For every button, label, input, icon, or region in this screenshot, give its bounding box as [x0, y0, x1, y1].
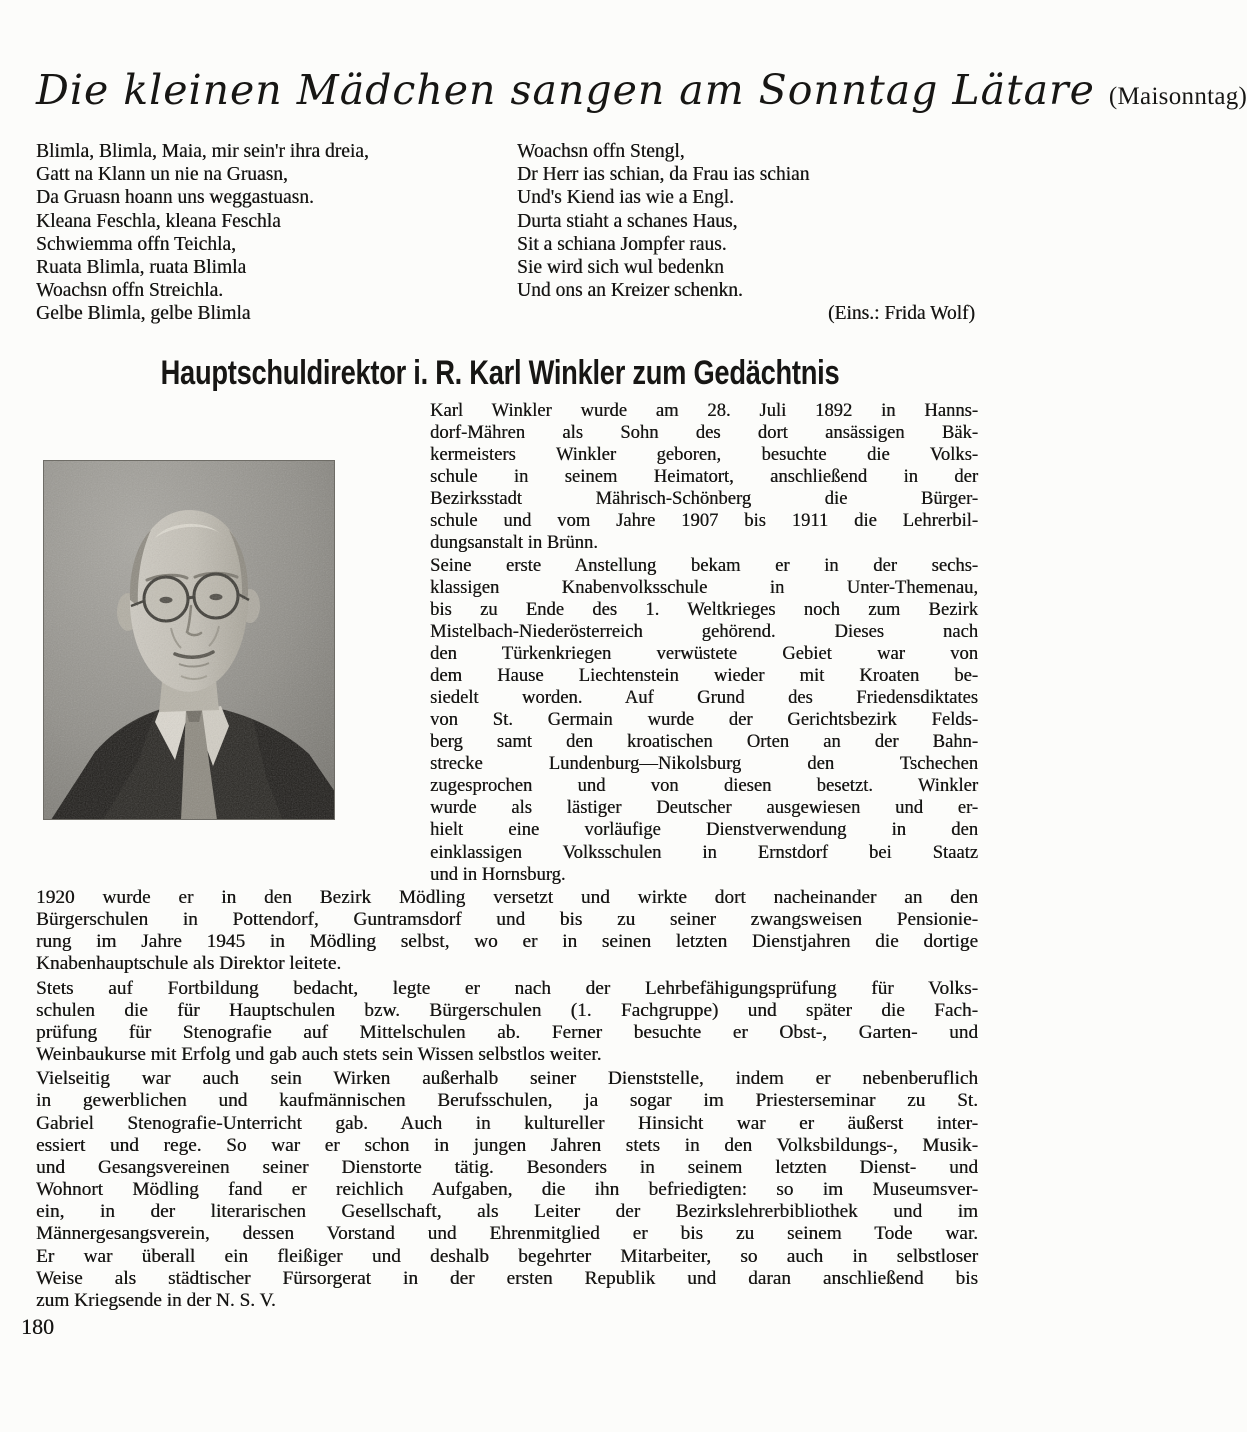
- body-text-line: zum Kriegsende in der N. S. V.: [36, 1289, 276, 1311]
- body-text-line: 1920 wurde er in den Bezirk Mödling versetzt und wirkte dort nacheinander an den: [36, 887, 978, 908]
- body-text-line: Gabriel Stenografie-Unterricht gab. Auch in kultureller Hinsicht war er äußerst inter-: [36, 1112, 978, 1134]
- body-text-line: Bezirksstadt Mährisch-Schönberg die Bürger-: [430, 488, 978, 510]
- body-text-line: dungsanstalt in Brünn.: [430, 532, 598, 554]
- body-text-line: prüfung für Stenografie auf Mittelschulen ab. Ferner besuchte er Obst-, Garten- und: [36, 1021, 978, 1043]
- body-text-line: schule in seinem Heimatort, anschließend in der: [430, 466, 978, 488]
- body-text-line: ein, in der literarischen Gesellschaft, als Leiter der Bezirkslehrerbibliothek und im: [36, 1201, 978, 1223]
- body-text-line: zugesprochen und von diesen besetzt. Winkler: [430, 775, 978, 797]
- body-text-line: Stets auf Fortbildung bedacht, legte er nach der Lehrbefähigungsprüfung für Volks-: [36, 977, 978, 999]
- body-text-line: schule und vom Jahre 1907 bis 1911 die Lehrerbil-: [430, 510, 978, 532]
- poem-line: Und's Kiend ias wie a Engl.: [517, 187, 734, 209]
- poem-line: Sie wird sich wul bedenkn: [517, 257, 724, 279]
- body-text-line: Wohnort Mödling fand er reichlich Aufgaben, die ihn befriedigten: so im Museumsver-: [36, 1179, 978, 1201]
- poem-line: Ruata Blimla, ruata Blimla: [36, 257, 247, 279]
- body-text-line: Weinbaukurse mit Erfolg und gab auch stets sein Wissen selbstlos weiter.: [36, 1044, 602, 1066]
- poem-title-annotation: (Maisonntag): [1108, 83, 1247, 110]
- body-text-line: bis zu Ende des 1. Weltkrieges noch zum Bezirk: [430, 598, 978, 620]
- body-text-line: wurde als lästiger Deutscher ausgewiesen und er-: [430, 797, 978, 819]
- body-text-line: schulen die für Hauptschulen bzw. Bürgerschulen (1. Fachgruppe) und später die Fach-: [36, 999, 978, 1021]
- body-text-line: Seine erste Anstellung bekam er in der sechs-: [430, 554, 978, 576]
- body-text-line: dem Hause Liechtenstein wieder mit Kroaten be-: [430, 664, 978, 686]
- body-text-line: Vielseitig war auch sein Wirken außerhalb seiner Dienststelle, indem er nebenberuflich: [36, 1068, 978, 1090]
- body-text-line: berg samt den kroatischen Orten an der Bahn-: [430, 731, 978, 753]
- body-text-line: essiert und rege. So war er schon in jungen Jahren stets in den Volksbildungs-, Musik-: [36, 1134, 978, 1156]
- poem-line: Und ons an Kreizer schenkn.: [517, 280, 743, 302]
- body-text-line: und in Hornsburg.: [430, 863, 566, 885]
- poem-line: Kleana Feschla, kleana Feschla: [36, 210, 281, 232]
- body-text-line: strecke Lundenburg—Nikolsburg den Tschechen: [430, 753, 978, 775]
- poem-line: Dr Herr ias schian, da Frau ias schian: [517, 164, 810, 186]
- poem-line: Gatt na Klann un nie na Gruasn,: [36, 164, 288, 186]
- portrait-photo: [43, 460, 335, 820]
- poem-column-left: [36, 140, 504, 326]
- page-number: 180: [21, 1314, 54, 1339]
- body-text-line: Knabenhauptschule als Direktor leitete.: [36, 953, 342, 975]
- portrait-photo-image: [43, 460, 335, 820]
- body-text-line: von St. Germain wurde der Gerichtsbezirk Felds-: [430, 709, 978, 731]
- article-headline: Hauptschuldirektor i. R. Karl Winkler zum Gedächtnis: [160, 353, 840, 392]
- body-text-line: Mistelbach-Niederösterreich gehörend. Dieses nach: [430, 620, 978, 642]
- body-text-line: Er war überall ein fleißiger und deshalb begehrter Mitarbeiter, so auch in selbstloser: [36, 1245, 978, 1267]
- poem-line: Woachsn offn Streichla.: [36, 280, 224, 302]
- body-text-line: klassigen Knabenvolksschule in Unter-Themenau,: [430, 576, 978, 598]
- body-text-line: kermeisters Winkler geboren, besuchte die Volks-: [430, 444, 978, 466]
- poem-line: Da Gruasn hoann uns weggastuasn.: [36, 187, 314, 209]
- body-text-line: und Gesangsvereinen seiner Dienstorte tätig. Besonders in seinem letzten Dienst- und: [36, 1156, 978, 1178]
- poem-line: Blimla, Blimla, Maia, mir sein'r ihra dreia,: [36, 141, 369, 162]
- body-text-line: in gewerblichen und kaufmännischen Berufsschulen, ja sogar im Priesterseminar zu St.: [36, 1090, 978, 1112]
- body-text-line: hielt eine vorläufige Dienstverwendung in den: [430, 819, 978, 841]
- body-text-line: siedelt worden. Auf Grund des Friedensdiktates: [430, 687, 978, 709]
- body-text-line: einklassigen Volksschulen in Ernstdorf bei Staatz: [430, 841, 978, 863]
- body-text-line: den Türkenkriegen verwüstete Gebiet war von: [430, 642, 978, 664]
- poem-title: [36, 66, 1247, 114]
- article-full-text: [36, 887, 978, 1312]
- body-text-line: dorf-Mähren als Sohn des dort ansässigen Bäk-: [430, 422, 978, 444]
- poem-line: Gelbe Blimla, gelbe Blimla: [36, 303, 251, 325]
- poem-line: Woachsn offn Stengl,: [517, 141, 685, 162]
- poem-title-script: Die kleinen Mädchen sangen am Sonntag Lätare: [36, 66, 1095, 114]
- body-text-line: Karl Winkler wurde am 28. Juli 1892 in Hanns-: [430, 400, 978, 421]
- poem-column-right: [517, 140, 975, 326]
- article-column-text: [430, 400, 978, 886]
- poem-attribution: (Eins.: Frida Wolf): [827, 303, 975, 325]
- body-text-line: Weise als städtischer Fürsorgerat in der ersten Republik und daran anschließend bis: [36, 1267, 978, 1289]
- body-text-line: rung im Jahre 1945 in Mödling selbst, wo er in seinen letzten Dienstjahren die dortige: [36, 931, 978, 953]
- poem-line: Sit a schiana Jompfer raus.: [517, 233, 727, 255]
- poem-line: Schwiemma offn Teichla,: [36, 233, 236, 255]
- poem-line: Durta stiaht a schanes Haus,: [517, 210, 738, 232]
- body-text-line: Männergesangsverein, dessen Vorstand und Ehrenmitglied er bis zu seinem Tode war.: [36, 1223, 978, 1245]
- body-text-line: Bürgerschulen in Pottendorf, Guntramsdorf und bis zu seiner zwangsweisen Pensionie-: [36, 909, 978, 931]
